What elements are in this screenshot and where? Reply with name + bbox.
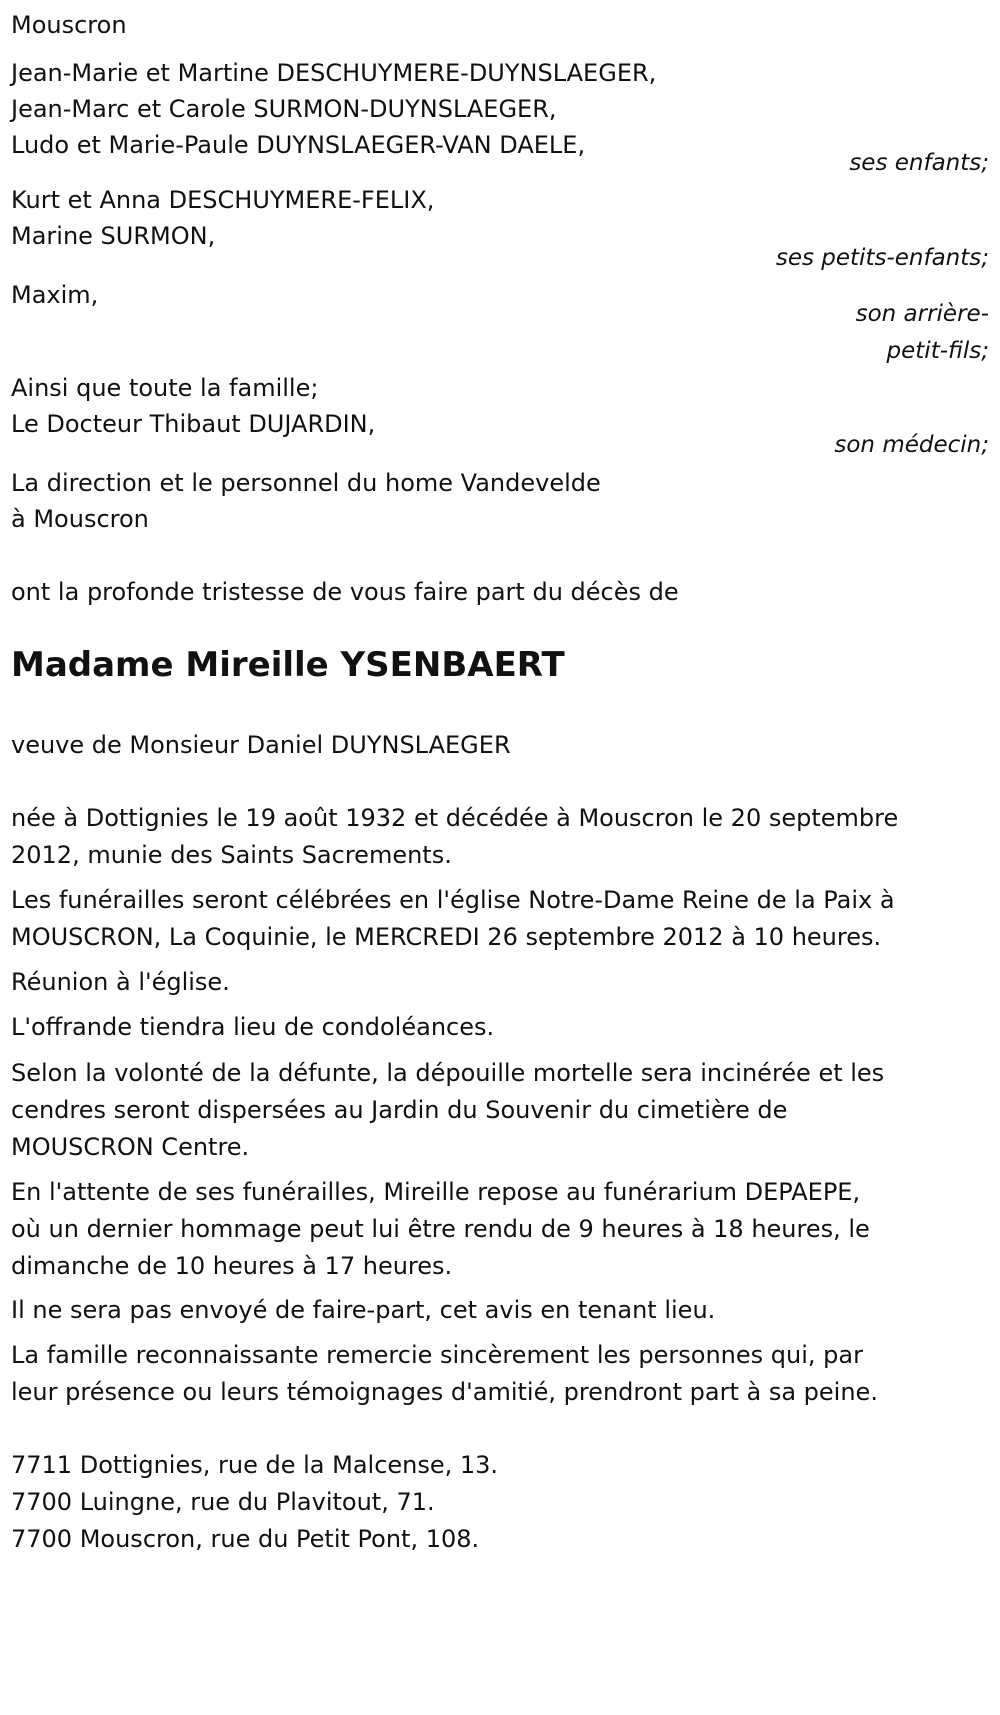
grandchildren-role: ses petits-enfants; bbox=[775, 245, 989, 271]
thanks-line-2: leur présence ou leurs témoignages d'amitié, prendront part à sa peine. bbox=[11, 1378, 878, 1406]
offering-line: L'offrande tiendra lieu de condoléances. bbox=[11, 1013, 495, 1041]
doctor-role: son médecin; bbox=[834, 432, 989, 458]
child-line-3: Ludo et Marie-Paule DUYNSLAEGER-VAN DAELE, bbox=[11, 131, 586, 159]
thanks-line-1: La famille reconnaissante remercie sincèrement les personnes qui, par bbox=[11, 1341, 863, 1369]
cremation-line-1: Selon la volonté de la défunte, la dépouille mortelle sera incinérée et les bbox=[11, 1059, 885, 1087]
home-group bbox=[11, 463, 989, 543]
deceased-name: Madame Mireille YSENBAERT bbox=[11, 645, 565, 685]
address-line-2: 7700 Luingne, rue du Plavitout, 71. bbox=[11, 1488, 435, 1516]
announcement-text: ont la profonde tristesse de vous faire part du décès de bbox=[11, 578, 679, 606]
no-notice-line: Il ne sera pas envoyé de faire-part, cet avis en tenant lieu. bbox=[11, 1296, 716, 1324]
funeral-line-1: Les funérailles seront célébrées en l'église Notre-Dame Reine de la Paix à bbox=[11, 886, 895, 914]
great-grandchild-group bbox=[11, 275, 989, 375]
rest-line-3: dimanche de 10 heures à 17 heures. bbox=[11, 1252, 453, 1280]
birth-line-1: née à Dottignies le 19 août 1932 et décédée à Mouscron le 20 septembre bbox=[11, 804, 899, 832]
grandchild-line-2: Marine SURMON, bbox=[11, 222, 216, 250]
cremation-line-2: cendres seront dispersées au Jardin du Souvenir du cimetière de bbox=[11, 1096, 788, 1124]
widow-of: veuve de Monsieur Daniel DUYNSLAEGER bbox=[11, 731, 511, 759]
great-grandchild-role-2: petit-fils; bbox=[886, 338, 989, 364]
grandchildren-group bbox=[11, 180, 989, 280]
address-line-1: 7711 Dottignies, rue de la Malcense, 13. bbox=[11, 1451, 499, 1479]
home-line-1: La direction et le personnel du home Vandevelde bbox=[11, 469, 601, 497]
children-role: ses enfants; bbox=[849, 150, 989, 176]
home-line-2: à Mouscron bbox=[11, 505, 149, 533]
address-line-3: 7700 Mouscron, rue du Petit Pont, 108. bbox=[11, 1525, 480, 1553]
great-grandchild-name: Maxim, bbox=[11, 281, 99, 309]
cremation-line-3: MOUSCRON Centre. bbox=[11, 1133, 250, 1161]
funeral-line-2: MOUSCRON, La Coquinie, le MERCREDI 26 septembre 2012 à 10 heures. bbox=[11, 923, 882, 951]
rest-line-1: En l'attente de ses funérailles, Mireille repose au funérarium DEPAEPE, bbox=[11, 1178, 861, 1206]
great-grandchild-role-1: son arrière- bbox=[855, 301, 989, 327]
doctor-line: Le Docteur Thibaut DUJARDIN, bbox=[11, 410, 376, 438]
child-line-2: Jean-Marc et Carole SURMON-DUYNSLAEGER, bbox=[11, 95, 557, 123]
family-doctor-group bbox=[11, 368, 989, 468]
header-city: Mouscron bbox=[11, 11, 127, 39]
grandchild-line-1: Kurt et Anna DESCHUYMERE-FELIX, bbox=[11, 186, 435, 214]
birth-line-2: 2012, munie des Saints Sacrements. bbox=[11, 841, 452, 869]
family-line: Ainsi que toute la famille; bbox=[11, 374, 319, 402]
child-line-1: Jean-Marie et Martine DESCHUYMERE-DUYNSLAEGER, bbox=[11, 59, 657, 87]
children-group bbox=[11, 53, 989, 176]
reunion-line: Réunion à l'église. bbox=[11, 968, 230, 996]
rest-line-2: où un dernier hommage peut lui être rendu de 9 heures à 18 heures, le bbox=[11, 1215, 870, 1243]
